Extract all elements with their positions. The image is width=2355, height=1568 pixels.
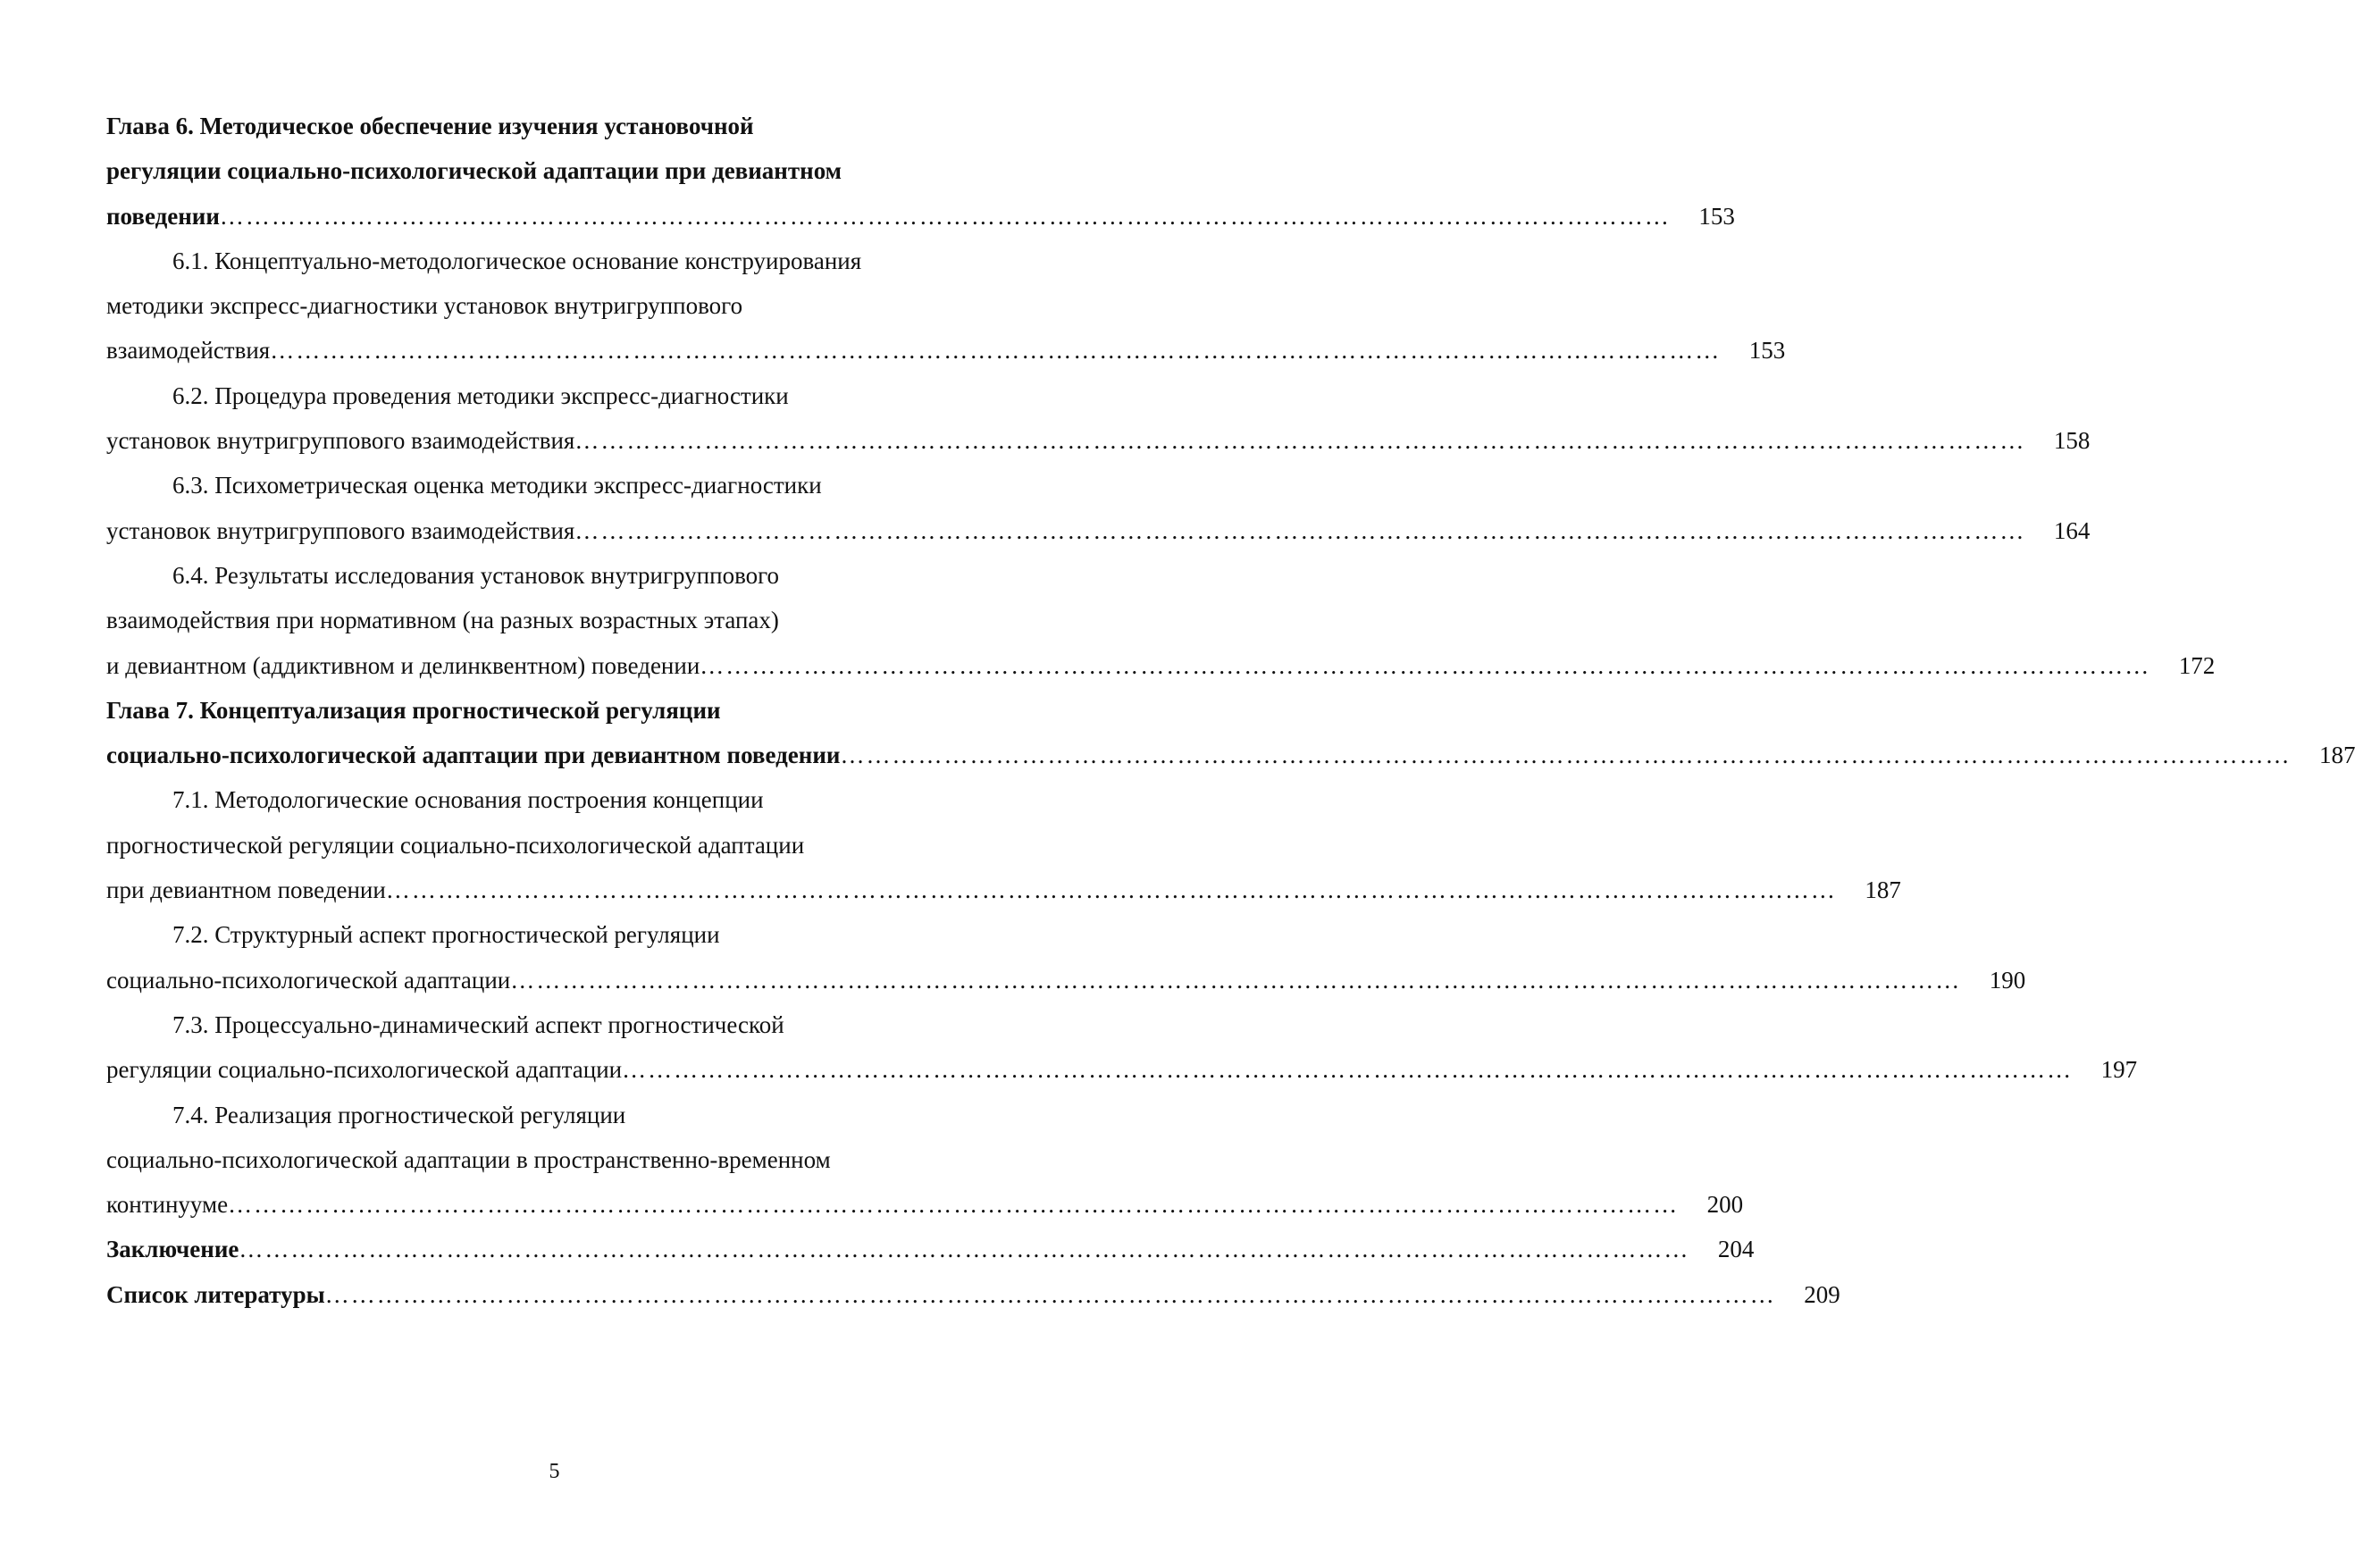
toc-section-entry	[106, 553, 2216, 688]
toc-entry-last-line	[106, 868, 1901, 912]
toc-entry-title-end: при девиантном поведении	[106, 876, 386, 904]
toc-entry-last-line	[106, 958, 2026, 1002]
dot-leader: ……………………………………………………………………………………………………………………………………………………	[270, 337, 1722, 365]
toc-entry-line: 7.3. Процессуально-динамический аспект прогностической	[172, 1010, 784, 1038]
toc-chapter-entry	[106, 688, 2355, 778]
toc-entry-line: социально-психологической адаптации в пространственно-временном	[106, 1145, 831, 1173]
toc-entry-last-line	[106, 508, 2091, 553]
toc-page-number: 204	[1717, 1236, 1755, 1263]
toc-entry-line: Глава 6. Методическое обеспечение изучения установочной	[106, 113, 754, 139]
dot-leader: ……………………………………………………………………………………………………………………………………………………	[574, 516, 2026, 544]
toc-page-number: 164	[2053, 516, 2091, 544]
toc-page-number: 153	[1698, 202, 1735, 230]
toc-entry-title-end: континууме	[106, 1191, 229, 1219]
dot-leader: ……………………………………………………………………………………………………………………………………………………	[840, 742, 2292, 769]
toc-page-number: 187	[1865, 876, 1901, 904]
toc-section-entry	[106, 777, 1901, 912]
page-number: 5	[549, 1460, 560, 1483]
toc-entry-last-line	[106, 733, 2355, 777]
toc-entry-line: 6.1. Концептуально-методологическое основание конструирования	[172, 247, 862, 274]
toc-chapter-entry	[106, 1272, 1840, 1317]
table-of-contents	[106, 104, 2355, 1317]
toc-page-number: 209	[1804, 1280, 1840, 1308]
dot-leader: ……………………………………………………………………………………………………………………………………………………	[574, 427, 2026, 455]
toc-entry-title-end: и девиантном (аддиктивном и делинквентном) поведении	[106, 651, 700, 679]
toc-page-number: 153	[1748, 337, 1786, 365]
toc-entry-line: 6.3. Психометрическая оценка методики экспресс-диагностики	[172, 472, 822, 499]
toc-entry-last-line	[106, 328, 1786, 373]
toc-entry-line: прогностической регуляции социально-психологической адаптации	[106, 831, 805, 859]
toc-entry-last-line	[106, 418, 2091, 463]
dot-leader: ……………………………………………………………………………………………………………………………………………………	[510, 966, 1962, 994]
toc-entry-last-line	[106, 1227, 1755, 1271]
toc-page-number: 172	[2178, 651, 2216, 679]
toc-section-entry	[106, 1002, 2138, 1093]
toc-chapter-entry	[106, 1227, 1755, 1271]
dot-leader: ……………………………………………………………………………………………………………………………………………………	[622, 1056, 2074, 1084]
toc-entry-title-end: установок внутригруппового взаимодействия	[106, 516, 575, 544]
toc-entry-title-end: регуляции социально-психологической адаптации	[106, 1056, 623, 1084]
toc-entry-title-end: социально-психологической адаптации при девиантном поведении	[106, 742, 841, 769]
toc-page-number: 158	[2053, 427, 2091, 455]
toc-chapter-entry	[106, 104, 1735, 239]
toc-entry-line: взаимодействия при нормативном (на разных возрастных этапах)	[106, 607, 779, 634]
toc-entry-last-line	[106, 1272, 1840, 1317]
toc-entry-last-line	[106, 1047, 2138, 1092]
toc-entry-line: методики экспресс-диагностики установок внутригруппового	[106, 292, 743, 320]
toc-section-entry	[106, 239, 1786, 373]
toc-page-number: 200	[1706, 1191, 1744, 1219]
toc-section-entry	[106, 912, 2026, 1002]
toc-entry-line: 7.2. Структурный аспект прогностической регуляции	[172, 921, 720, 949]
dot-leader: ……………………………………………………………………………………………………………………………………………………	[324, 1280, 1776, 1308]
toc-section-entry	[106, 1093, 1744, 1228]
dot-leader: ……………………………………………………………………………………………………………………………………………………	[219, 202, 1671, 230]
toc-entry-line: 6.4. Результаты исследования установок внутригруппового	[172, 561, 780, 589]
toc-entry-line: 7.4. Реализация прогностической регуляции	[172, 1101, 626, 1128]
dot-leader: ……………………………………………………………………………………………………………………………………………………	[700, 651, 2151, 679]
toc-entry-line: Глава 7. Концептуализация прогностической регуляции	[106, 696, 721, 724]
toc-page-number: 197	[2100, 1056, 2138, 1084]
toc-entry-title-end: Список литературы	[106, 1280, 325, 1308]
toc-entry-title-end: Заключение	[106, 1236, 239, 1263]
toc-entry-last-line	[106, 194, 1735, 239]
toc-page-number: 190	[1989, 966, 2026, 994]
toc-section-entry	[106, 373, 2091, 464]
toc-section-entry	[106, 463, 2091, 553]
toc-entry-line: регуляции социально-психологической адаптации при девиантном	[106, 157, 842, 185]
toc-entry-line: 7.1. Методологические основания построения концепции	[172, 786, 764, 814]
toc-entry-title-end: взаимодействия	[106, 337, 271, 365]
dot-leader: ……………………………………………………………………………………………………………………………………………………	[228, 1191, 1680, 1219]
toc-entry-title-end: поведении	[106, 202, 220, 230]
toc-entry-title-end: установок внутригруппового взаимодействия	[106, 427, 575, 455]
toc-entry-title-end: социально-психологической адаптации	[106, 966, 511, 994]
toc-page-number: 187	[2318, 742, 2355, 769]
toc-entry-last-line	[106, 643, 2216, 688]
dot-leader: ……………………………………………………………………………………………………………………………………………………	[385, 876, 1837, 904]
toc-entry-last-line	[106, 1182, 1744, 1227]
toc-entry-line: 6.2. Процедура проведения методики экспресс-диагностики	[172, 382, 789, 409]
dot-leader: ……………………………………………………………………………………………………………………………………………………	[239, 1236, 1690, 1263]
